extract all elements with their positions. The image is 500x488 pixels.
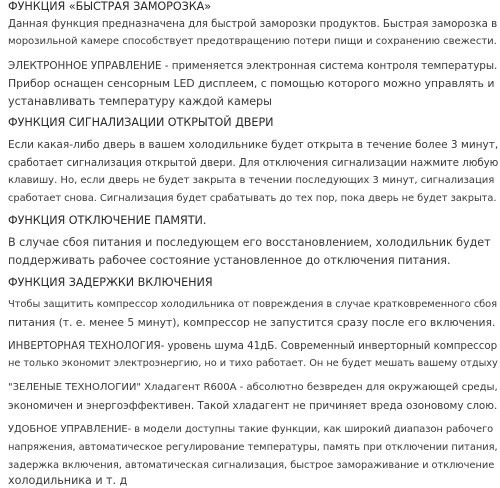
paragraph-line: экономичен и энергоэффективен. Такой хладагент не причиняет вреда озоновому слою. bbox=[8, 400, 498, 412]
paragraph-line: Прибор оснащен сенсорным LED дисплеем, с помощью которого можно управлять и bbox=[8, 77, 495, 90]
heading-start-delay: ФУНКЦИЯ ЗАДЕРЖКИ ВКЛЮЧЕНИЯ bbox=[8, 276, 213, 289]
paragraph-line: питания (т. е. менее 5 минут), компрессор не запустится сразу после его включения. bbox=[8, 316, 496, 329]
paragraph-line: поддерживать рабочее состояние установленное до отключения питания. bbox=[8, 254, 451, 267]
paragraph-line-easy-control: УДОБНОЕ УПРАВЛЕНИЕ- в модели доступны такие функции, как широкий диапазон рабочего bbox=[8, 424, 494, 435]
paragraph-line: не только экономит электроэнергию, но и тихо работает. Он не будет мешать вашему отдыху bbox=[8, 358, 498, 369]
paragraph-line: устанавливать температуру каждой камеры bbox=[8, 95, 272, 108]
heading-memory-off: ФУНКЦИЯ ОТКЛЮЧЕНИЕ ПАМЯТИ. bbox=[8, 214, 207, 227]
paragraph-line: Данная функция предназначена для быстрой заморозки продуктов. Быстрая заморозка в bbox=[8, 18, 498, 30]
paragraph-line: сработает снова. Сигнализация будет срабатывать до тех пор, пока дверь не будет закрыта. bbox=[8, 193, 497, 204]
paragraph-line: Чтобы защитить компрессор холодильника от повреждения в случае кратковременного сбоя bbox=[8, 299, 498, 310]
paragraph-line: холодильника и т. д bbox=[8, 474, 128, 487]
paragraph-line: морозильной камере способствует предотвращению потери пищи и сохранению свежести. bbox=[8, 36, 497, 47]
paragraph-line: В случае сбоя питания и последующем его восстановлением, холодильник будет bbox=[8, 236, 491, 249]
heading-door-alarm: ФУНКЦИЯ СИГНАЛИЗАЦИИ ОТКРЫТОЙ ДВЕРИ bbox=[8, 116, 274, 129]
paragraph-line: сработает сигнализация открытой двери. Для отключения сигнализации нажмите любую bbox=[8, 157, 499, 169]
paragraph-line: напряжения, автоматическое регулирование температуры, память при отключении питания, bbox=[8, 442, 498, 453]
paragraph-line: задержка включения, автоматическая сигнализация, быстрое замораживание и отключение bbox=[8, 460, 495, 471]
heading-quick-freeze: ФУНКЦИЯ «БЫСТРАЯ ЗАМОРОЗКА» bbox=[8, 0, 212, 13]
paragraph-line: клавишу. Но, если дверь не будет закрыта в течении последующих 3 минут, сигнализация bbox=[8, 175, 495, 186]
paragraph-line-green-tech: "ЗЕЛЕНЫЕ ТЕХНОЛОГИИ" Хладагент R600A - абсолютно безвреден для окружающей среды, bbox=[8, 382, 498, 393]
paragraph-line-inverter: ИНВЕРТОРНАЯ ТЕХНОЛОГИЯ- уровень шума 41дБ. Современный инверторный компрессор bbox=[8, 340, 498, 352]
paragraph-line: Если какая-либо дверь в вашем холодильнике будет открыта в течение более 3 минут, bbox=[8, 139, 499, 151]
paragraph-line-electronic-control: ЭЛЕКТРОННОЕ УПРАВЛЕНИЕ - применяется электронная система контроля температуры. bbox=[8, 60, 498, 72]
